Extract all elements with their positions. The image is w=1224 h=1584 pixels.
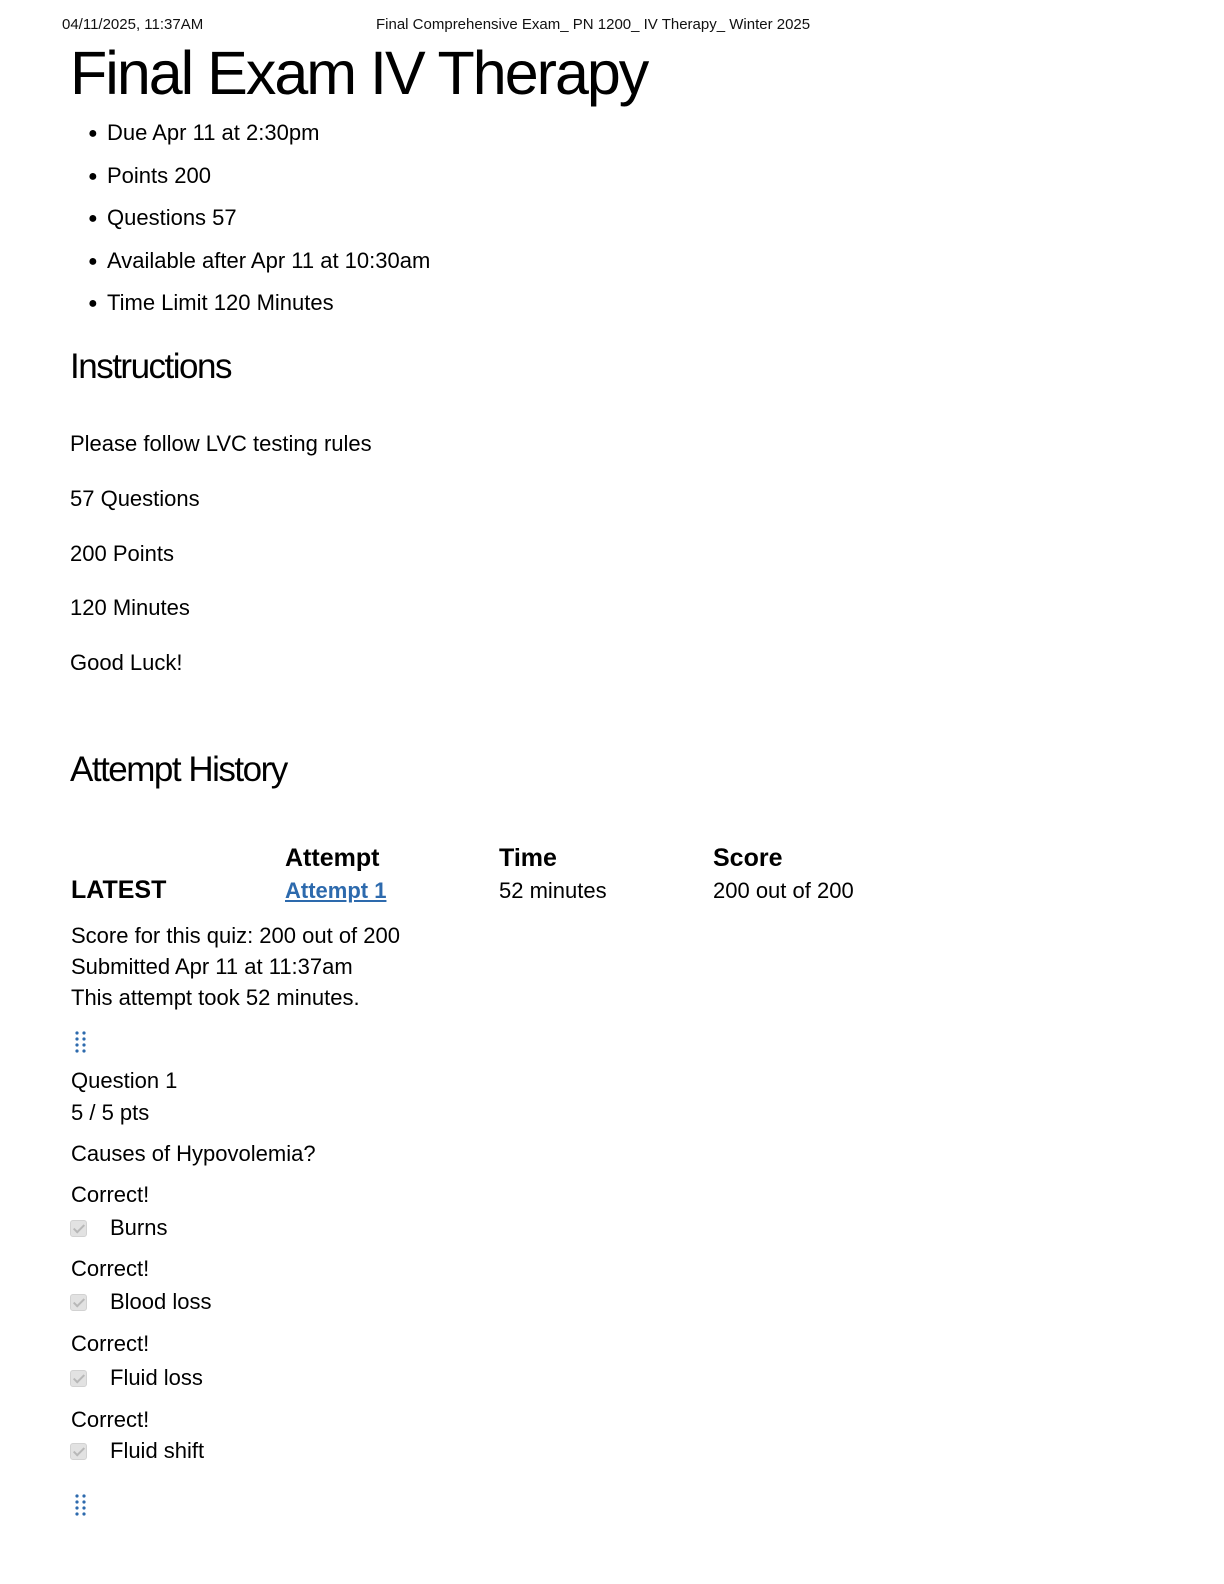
quiz-detail-time-limit: ● Time Limit 120 Minutes bbox=[88, 290, 334, 315]
question-number: Question 1 bbox=[71, 1068, 178, 1093]
bullet-icon: ● bbox=[88, 253, 98, 270]
answer-correct-label: Correct! bbox=[71, 1182, 150, 1207]
print-document-title: Final Comprehensive Exam_ PN 1200_ IV Therapy_ Winter 2025 bbox=[376, 16, 811, 33]
checkbox-checked-disabled bbox=[70, 1294, 87, 1311]
answer-correct-label: Correct! bbox=[71, 1256, 150, 1281]
checkbox-checked-disabled bbox=[70, 1443, 87, 1460]
quiz-score-summary: Score for this quiz: 200 out of 200 bbox=[71, 923, 400, 948]
instructions-heading: Instructions bbox=[70, 347, 231, 386]
question-prompt: Causes of Hypovolemia? bbox=[71, 1141, 316, 1166]
drag-handle-icon[interactable] bbox=[73, 1030, 89, 1054]
attempt-score: 200 out of 200 bbox=[713, 878, 854, 903]
checkbox-checked-disabled bbox=[70, 1370, 87, 1387]
bullet-icon: ● bbox=[88, 125, 98, 142]
answer-option bbox=[70, 1289, 212, 1315]
instruction-line: 200 Points bbox=[70, 541, 174, 566]
answer-text: Fluid loss bbox=[110, 1365, 203, 1390]
drag-handle-icon[interactable] bbox=[73, 1493, 89, 1517]
attempt-1-link[interactable]: Attempt 1 bbox=[285, 878, 387, 903]
instruction-line: 120 Minutes bbox=[70, 595, 190, 620]
quiz-detail-due: ● Due Apr 11 at 2:30pm bbox=[88, 120, 320, 145]
answer-text: Fluid shift bbox=[110, 1438, 205, 1463]
quiz-detail-available: ● Available after Apr 11 at 10:30am bbox=[88, 248, 431, 273]
question-points: 5 / 5 pts bbox=[71, 1100, 150, 1125]
checkbox-checked-disabled bbox=[70, 1220, 87, 1237]
answer-text: Blood loss bbox=[110, 1289, 212, 1314]
column-header-score: Score bbox=[713, 844, 783, 872]
attempt-time: 52 minutes bbox=[499, 878, 607, 903]
attempt-history-heading: Attempt History bbox=[70, 750, 287, 789]
answer-option bbox=[70, 1215, 167, 1241]
answer-correct-label: Correct! bbox=[71, 1331, 150, 1356]
column-header-time: Time bbox=[499, 844, 557, 872]
attempt-duration: This attempt took 52 minutes. bbox=[71, 985, 360, 1010]
bullet-icon: ● bbox=[88, 168, 98, 185]
answer-option bbox=[70, 1438, 204, 1464]
quiz-detail-points: ● Points 200 bbox=[88, 163, 211, 188]
bullet-icon: ● bbox=[88, 295, 98, 312]
submitted-timestamp: Submitted Apr 11 at 11:37am bbox=[71, 954, 353, 979]
instruction-line: Good Luck! bbox=[70, 650, 183, 675]
bullet-icon: ● bbox=[88, 210, 98, 227]
print-datetime: 04/11/2025, 11:37AM bbox=[62, 16, 204, 33]
instruction-line: 57 Questions bbox=[70, 486, 200, 511]
latest-label: LATEST bbox=[71, 876, 167, 904]
answer-option bbox=[70, 1365, 203, 1391]
instruction-line: Please follow LVC testing rules bbox=[70, 431, 372, 456]
quiz-detail-questions: ● Questions 57 bbox=[88, 205, 237, 230]
page-title: Final Exam IV Therapy bbox=[70, 39, 648, 107]
answer-correct-label: Correct! bbox=[71, 1407, 150, 1432]
answer-text: Burns bbox=[110, 1215, 168, 1240]
column-header-attempt: Attempt bbox=[285, 844, 380, 872]
